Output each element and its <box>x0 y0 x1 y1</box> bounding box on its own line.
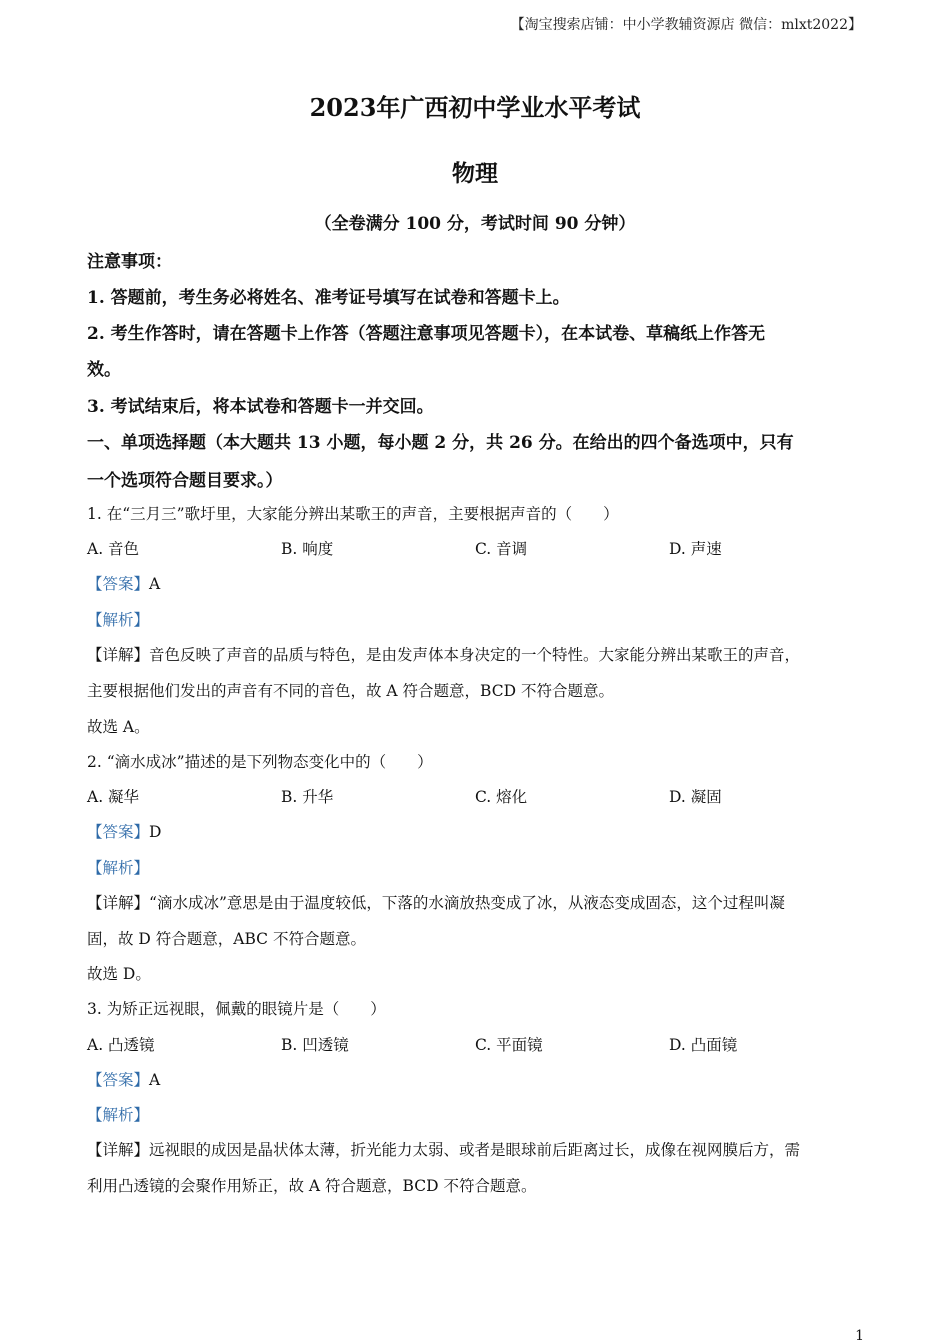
subject-title: 物理 <box>452 160 498 187</box>
answer-label: 【答案】 <box>87 823 150 841</box>
answer-label: 【答案】 <box>87 1071 150 1089</box>
question-1-detail-line-2: 主要根据他们发出的声音有不同的音色，故 A 符合题意，BCD 不符合题意。 <box>87 682 614 700</box>
question-1-option-a: A. 音色 <box>87 540 140 558</box>
question-2-answer <box>87 820 161 842</box>
answer-value: A <box>149 1071 161 1089</box>
question-2-stem: 2. “滴水成冰”描述的是下列物态变化中的（ ） <box>87 753 433 771</box>
question-1-conclusion: 故选 A。 <box>87 718 150 736</box>
question-2-option-c: C. 熔化 <box>475 788 528 806</box>
question-1-stem: 1. 在“三月三”歌圩里，大家能分辨出某歌王的声音，主要根据声音的（ ） <box>87 505 619 523</box>
question-2-detail-line-2: 固，故 D 符合题意，ABC 不符合题意。 <box>87 930 366 948</box>
question-2-option-d: D. 凝固 <box>669 788 722 806</box>
question-2-conclusion: 故选 D。 <box>87 965 151 983</box>
question-2-analysis-label: 【解析】 <box>87 859 150 877</box>
answer-value: D <box>149 823 162 841</box>
question-1-detail-line-1 <box>87 643 800 665</box>
question-1-analysis-label: 【解析】 <box>87 611 150 629</box>
question-3-stem: 3. 为矫正远视眼，佩戴的眼镜片是（ ） <box>87 1000 386 1018</box>
detail-text: 远视眼的成因是晶状体太薄，折光能力太弱、或者是眼球前后距离过长，成像在视网膜后方，需 <box>149 1141 801 1159</box>
question-2-detail-line-1 <box>87 891 785 913</box>
notice-item-3: 3. 考试结束后，将本试卷和答题卡一并交回。 <box>87 397 434 417</box>
detail-label: 【详解】 <box>87 646 150 664</box>
question-3-option-a: A. 凸透镜 <box>87 1036 155 1054</box>
notice-item-2-line-1: 2. 考生作答时，请在答题卡上作答（答题注意事项见答题卡），在本试卷、草稿纸上作答无 <box>87 324 766 344</box>
question-1-answer <box>87 572 160 594</box>
notice-item-1: 1. 答题前，考生务必将姓名、准考证号填写在试卷和答题卡上。 <box>87 288 570 308</box>
question-3-option-b: B. 凹透镜 <box>281 1036 349 1054</box>
exam-title: 2023年广西初中学业水平考试 <box>309 93 641 122</box>
header-note: 【淘宝搜索店铺：中小学教辅资源店 微信：mlxt2022】 <box>510 17 862 33</box>
question-1-option-c: C. 音调 <box>475 540 528 558</box>
page-number: 1 <box>855 1328 864 1344</box>
detail-label: 【详解】 <box>87 1141 150 1159</box>
question-2-option-b: B. 升华 <box>281 788 334 806</box>
detail-label: 【详解】 <box>87 894 150 912</box>
section-heading-line-1: 一、单项选择题（本大题共 13 小题，每小题 2 分，共 26 分。在给出的四个备选项中，只有 <box>87 433 794 453</box>
detail-text: “滴水成冰”意思是由于温度较低，下落的水滴放热变成了冰，从液态变成固态，这个过程叫凝 <box>149 894 785 912</box>
question-2-option-a: A. 凝华 <box>87 788 140 806</box>
notice-item-2-line-2: 效。 <box>87 360 121 380</box>
question-1-option-d: D. 声速 <box>669 540 722 558</box>
notice-heading: 注意事项： <box>87 252 172 272</box>
question-3-answer <box>87 1068 160 1090</box>
answer-label: 【答案】 <box>87 575 150 593</box>
question-3-detail-line-1 <box>87 1138 800 1160</box>
exam-scope: （全卷满分 100 分，考试时间 90 分钟） <box>314 214 636 234</box>
question-3-detail-line-2: 利用凸透镜的会聚作用矫正，故 A 符合题意，BCD 不符合题意。 <box>87 1177 537 1195</box>
answer-value: A <box>149 575 161 593</box>
question-1-option-b: B. 响度 <box>281 540 334 558</box>
question-3-analysis-label: 【解析】 <box>87 1106 150 1124</box>
question-3-option-c: C. 平面镜 <box>475 1036 543 1054</box>
section-heading-line-2: 一个选项符合题目要求。） <box>87 471 283 491</box>
question-3-option-d: D. 凸面镜 <box>669 1036 738 1054</box>
detail-text: 音色反映了声音的品质与特色，是由发声体本身决定的一个特性。大家能分辨出某歌王的声音， <box>149 646 801 664</box>
